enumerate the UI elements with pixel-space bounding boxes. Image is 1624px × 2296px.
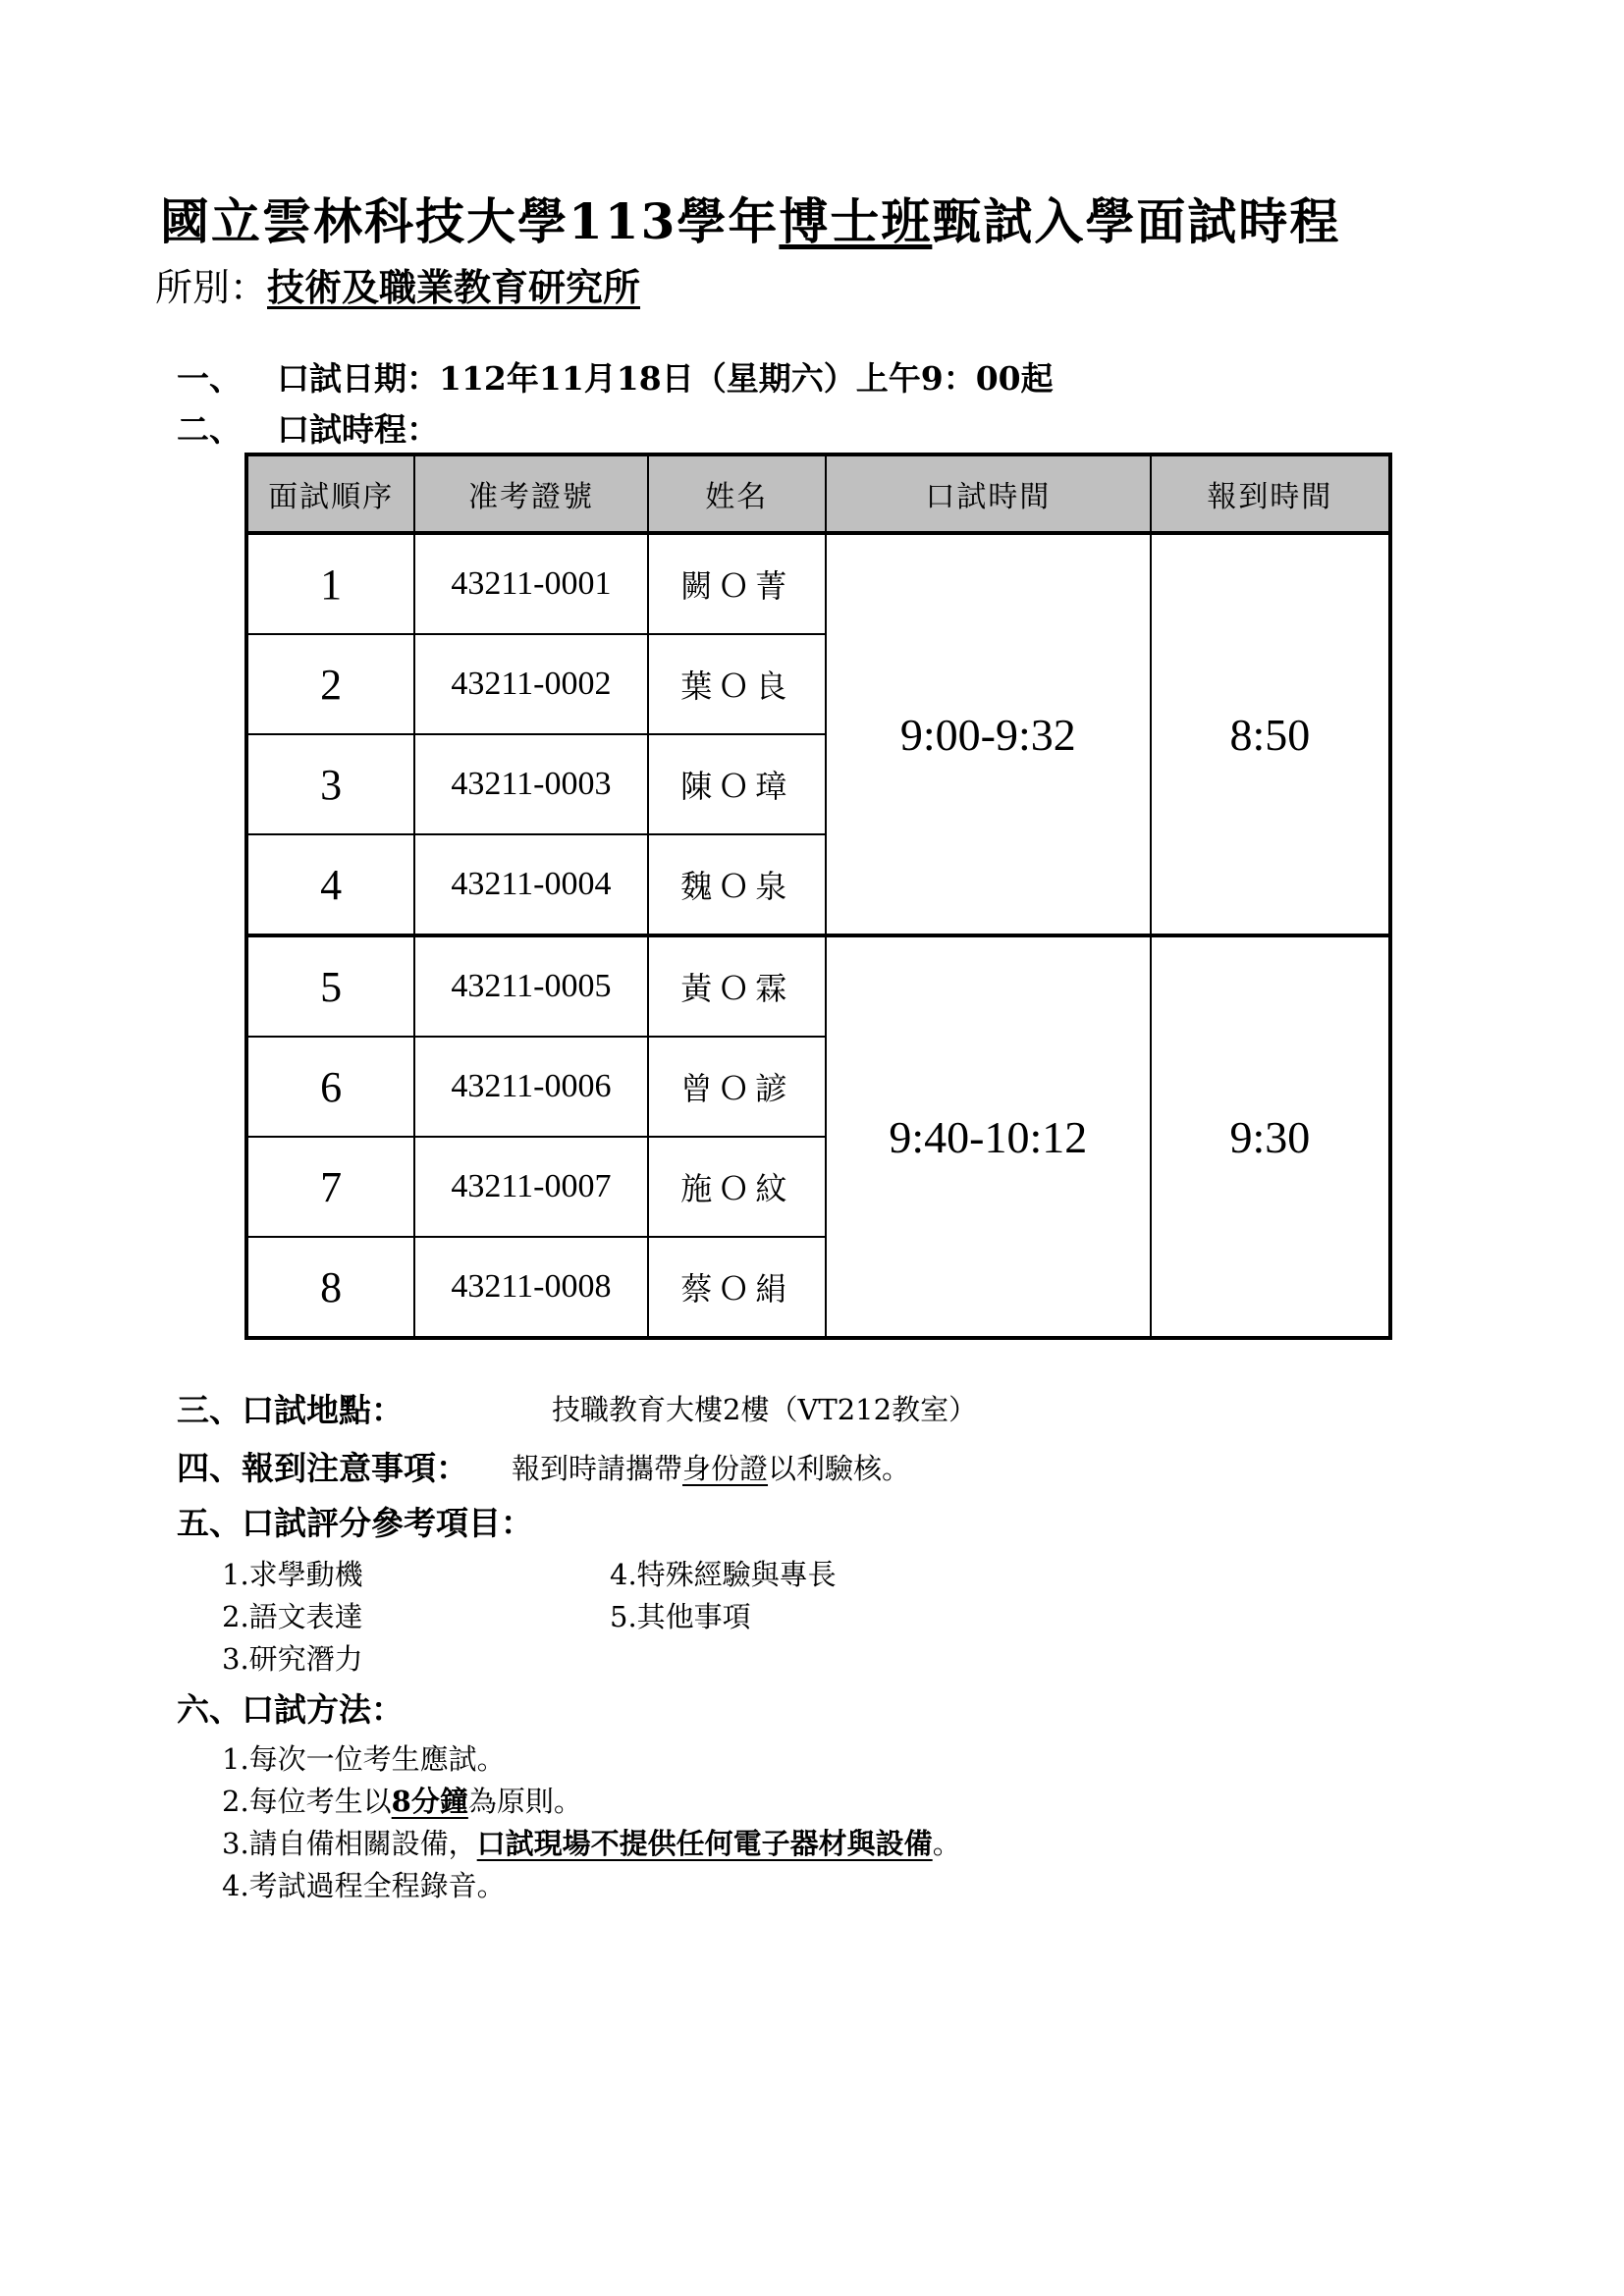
method-item-text: 為原則。 [467,1785,582,1818]
header-interview-time: 口試時間 [826,454,1151,533]
name-cell: 曾Ｏ諺 [648,1037,826,1137]
schedule-table [244,453,1392,1340]
criteria-item: 4.特殊經驗與專長 [610,1558,837,1591]
order-cell: 4 [246,834,414,935]
id-card-emphasis: 身份證 [682,1452,769,1485]
section-interview-date [177,353,1054,400]
name-cell: 蔡Ｏ絹 [648,1237,826,1338]
interview-time-cell: 9:00-9:32 [826,533,1151,935]
exam-number-cell: 43211-0002 [414,634,647,734]
name-cell: 施Ｏ紋 [648,1137,826,1237]
section-number: 一、 [177,359,242,398]
criteria-item: 3.研究潛力 [222,1642,363,1676]
header-exam-number: 准考證號 [414,454,647,533]
department-label: 所別： [155,266,268,309]
page-title [160,183,1340,253]
table-row [246,533,1390,634]
name-cell: 黃Ｏ霖 [648,935,826,1037]
checkin-notes-before: 報到時請攜帶 [512,1452,683,1485]
name-cell: 闕Ｏ菁 [648,533,826,634]
header-order: 面試順序 [246,454,414,533]
exam-number-cell: 43211-0001 [414,533,647,634]
order-cell: 6 [246,1037,414,1137]
checkin-time-cell: 8:50 [1151,533,1390,935]
method-item: 1.每次一位考生應試。 [222,1742,506,1776]
order-cell: 8 [246,1237,414,1338]
method-item-text: 2.每位考生以 [222,1785,392,1818]
table-row [246,935,1390,1037]
checkin-time-cell: 9:30 [1151,935,1390,1338]
no-equipment-emphasis: 口試現場不提供任何電子器材與設備 [476,1827,933,1860]
exam-number-cell: 43211-0008 [414,1237,647,1338]
order-cell: 3 [246,734,414,834]
name-cell: 陳Ｏ璋 [648,734,826,834]
section-criteria-label: 五、口試評分參考項目： [177,1504,533,1542]
exam-number-cell: 43211-0006 [414,1037,647,1137]
exam-number-cell: 43211-0003 [414,734,647,834]
section-number: 二、 [177,410,242,449]
method-item [222,1822,961,1862]
name-cell: 葉Ｏ良 [648,634,826,734]
method-item-text: 3.請自備相關設備， [222,1827,477,1860]
section-method-label: 六、口試方法： [177,1690,404,1729]
title-part3: 甄試入學面試時程 [932,192,1341,250]
eight-minutes-emphasis: 8分鐘 [391,1785,468,1818]
exam-number-cell: 43211-0007 [414,1137,647,1237]
method-item-text: 。 [932,1827,961,1860]
interview-time-cell: 9:40-10:12 [826,935,1151,1338]
exam-number-cell: 43211-0005 [414,935,647,1037]
method-item [222,1780,582,1820]
order-cell: 5 [246,935,414,1037]
criteria-item: 2.語文表達 [222,1600,363,1633]
section-checkin-notes-label: 四、報到注意事項： [177,1449,468,1487]
section-schedule [177,404,439,451]
section-location-label: 三、口試地點： [177,1391,404,1429]
interview-date-text: 口試日期：112年11月18日（星期六）上午9：00起 [277,359,1054,398]
title-program: 博士班 [779,192,933,250]
department-line [155,257,640,311]
table-header-row [246,454,1390,533]
name-cell: 魏Ｏ泉 [648,834,826,935]
header-checkin-time: 報到時間 [1151,454,1390,533]
department-name: 技術及職業教育研究所 [267,265,641,309]
header-name: 姓名 [648,454,826,533]
order-cell: 1 [246,533,414,634]
order-cell: 2 [246,634,414,734]
location-value: 技職教育大樓2樓（VT212教室） [552,1393,978,1426]
exam-number-cell: 43211-0004 [414,834,647,935]
order-cell: 7 [246,1137,414,1237]
title-part1: 國立雲林科技大學113學年 [160,192,780,250]
method-item: 4.考試過程全程錄音。 [222,1869,506,1902]
checkin-notes-text [512,1447,910,1487]
checkin-notes-after: 以利驗核。 [768,1452,911,1485]
schedule-heading: 口試時程： [277,410,439,449]
criteria-item: 5.其他事項 [610,1600,751,1633]
criteria-item: 1.求學動機 [222,1558,363,1591]
